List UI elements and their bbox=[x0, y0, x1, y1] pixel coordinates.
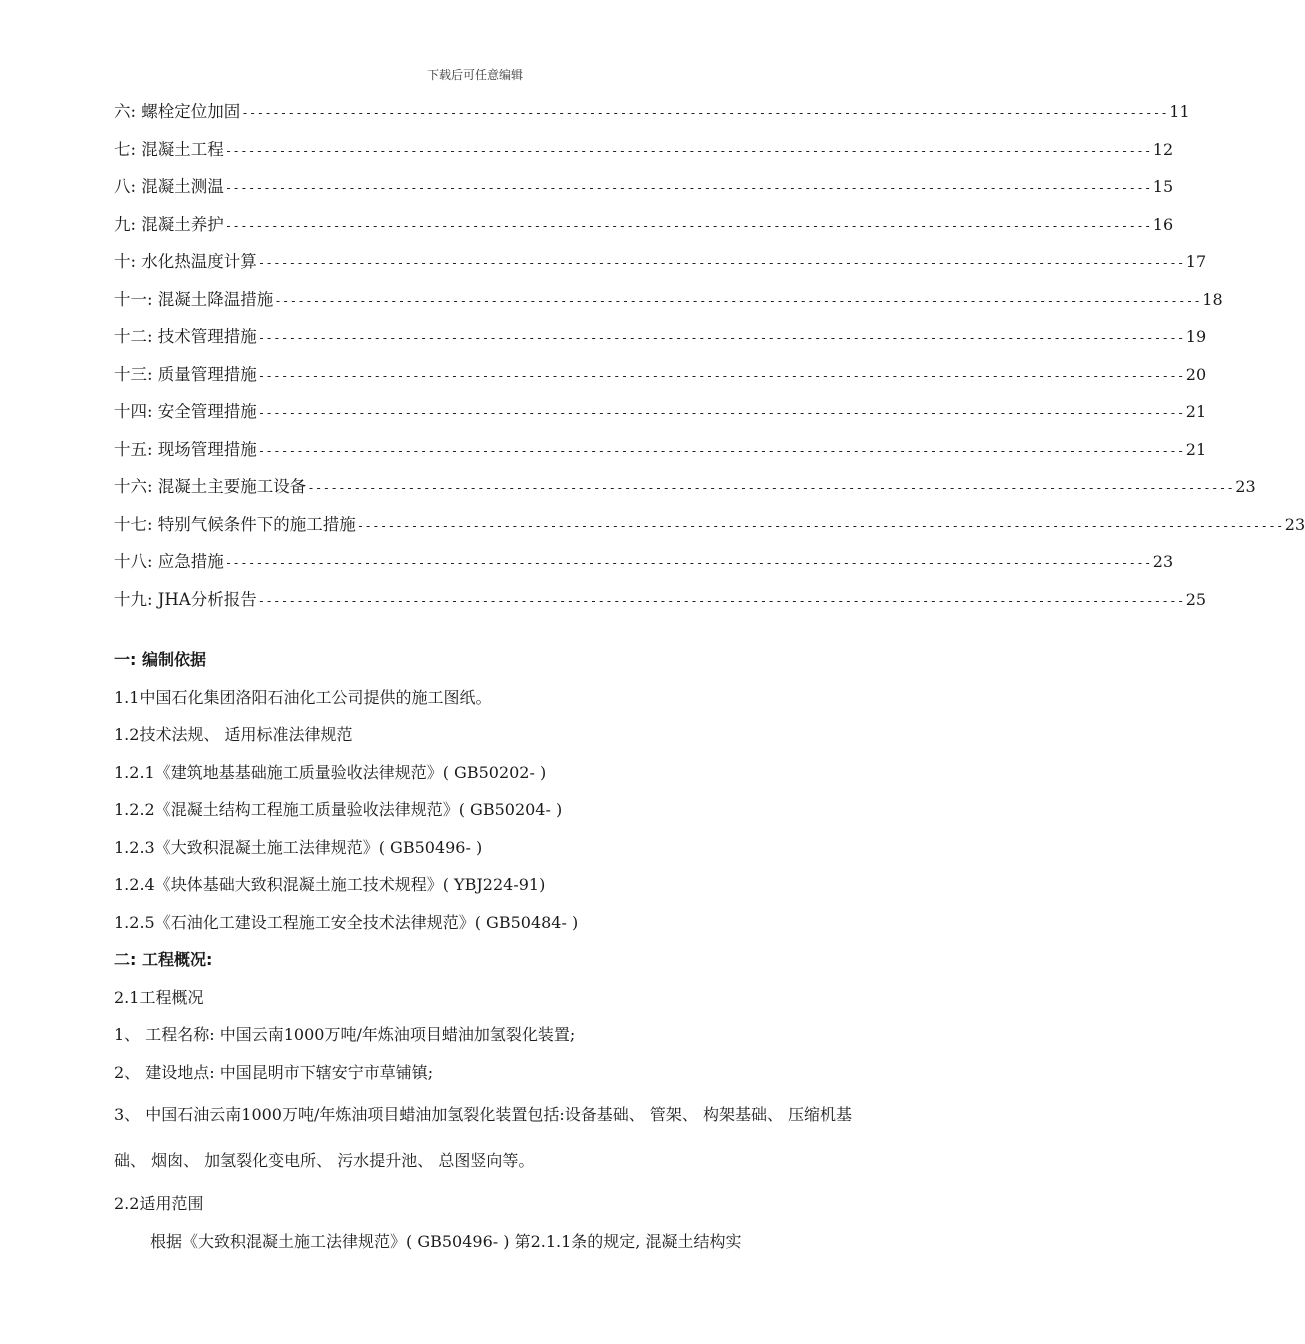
toc-entry-page: 17 bbox=[1185, 252, 1207, 271]
toc-entry[interactable] bbox=[114, 211, 1174, 249]
toc-entry-page: 11 bbox=[1169, 102, 1190, 121]
toc-entry-page: 18 bbox=[1202, 289, 1223, 309]
toc-entry-page: 20 bbox=[1185, 364, 1207, 384]
overview-item: 1、 工程名称: 中国云南1000万吨/年炼油项目蜡油加氢裂化装置; bbox=[114, 1025, 576, 1044]
toc-entry-label: 十四: 安全管理措施 bbox=[114, 402, 257, 421]
toc-entry-page: 19 bbox=[1185, 327, 1207, 346]
toc-entry-page: 21 bbox=[1185, 402, 1207, 421]
toc-entry[interactable] bbox=[114, 173, 1174, 211]
toc-entry-page: 21 bbox=[1185, 439, 1207, 459]
toc-entry-page: 25 bbox=[1185, 589, 1207, 609]
toc-entry[interactable] bbox=[114, 361, 1207, 399]
toc-dot-leader: ------------------------------------------------------------------------------------------------------------------------ bbox=[224, 556, 1152, 570]
basis-item: 1.2技术法规、 适用标准法律规范 bbox=[114, 725, 353, 744]
toc-entry-label: 八: 混凝土测温 bbox=[114, 177, 224, 196]
toc-entry-label: 十八: 应急措施 bbox=[114, 552, 224, 571]
toc-dot-leader: ------------------------------------------------------------------------------------------------------------------------ bbox=[257, 593, 1185, 608]
toc-dot-leader: ------------------------------------------------------------------------------------------------------------------------ bbox=[257, 368, 1185, 383]
toc-entry-page: 23 bbox=[1235, 477, 1256, 496]
basis-item: 1.2.4《块体基础大致积混凝土施工技术规程》( YBJ224-91) bbox=[114, 875, 546, 894]
basis-item: 1.2.2《混凝土结构工程施工质量验收法律规范》( GB50204- ) bbox=[114, 800, 563, 819]
toc-entry-page: 12 bbox=[1152, 139, 1174, 159]
toc-entry-label: 十三: 质量管理措施 bbox=[114, 364, 257, 384]
toc-entry-page: 23 bbox=[1284, 514, 1305, 534]
toc-entry[interactable] bbox=[114, 286, 1223, 324]
subsection-heading: 2.1工程概况 bbox=[114, 987, 204, 1007]
scope-paragraph: 根据《大致积混凝土施工法律规范》( GB50496- ) 第2.1.1条的规定, 混凝土结构实 bbox=[150, 1231, 742, 1251]
toc-entry-label: 十六: 混凝土主要施工设备 bbox=[114, 477, 307, 496]
toc-entry[interactable] bbox=[114, 323, 1207, 361]
toc-entry-label: 九: 混凝土养护 bbox=[114, 214, 224, 234]
toc-entry-label: 十七: 特别气候条件下的施工措施 bbox=[114, 514, 356, 534]
toc-entry-label: 十: 水化热温度计算 bbox=[114, 252, 257, 271]
document-body bbox=[114, 646, 884, 1265]
toc-entry[interactable] bbox=[114, 98, 1190, 136]
toc-dot-leader: ------------------------------------------------------------------------------------------------------------------------ bbox=[257, 331, 1185, 345]
toc-dot-leader: ------------------------------------------------------------------------------------------------------------------------ bbox=[257, 406, 1185, 420]
toc-entry[interactable] bbox=[114, 586, 1207, 624]
basis-item: 1.1中国石化集团洛阳石油化工公司提供的施工图纸。 bbox=[114, 687, 492, 707]
toc-dot-leader: ------------------------------------------------------------------------------------------------------------------------ bbox=[224, 181, 1152, 195]
table-of-contents bbox=[114, 98, 1305, 623]
toc-dot-leader: ------------------------------------------------------------------------------------------------------------------------ bbox=[356, 518, 1284, 533]
toc-entry-label: 六: 螺栓定位加固 bbox=[114, 102, 241, 121]
section-heading-overview: 二: 工程概况: bbox=[114, 950, 213, 969]
section-heading-basis: 一: 编制依据 bbox=[114, 650, 206, 669]
toc-entry-page: 15 bbox=[1152, 177, 1174, 196]
toc-entry-label: 十一: 混凝土降温措施 bbox=[114, 289, 274, 309]
toc-entry-label: 十二: 技术管理措施 bbox=[114, 327, 257, 346]
overview-item: 2、 建设地点: 中国昆明市下辖安宁市草铺镇; bbox=[114, 1062, 434, 1082]
toc-dot-leader: ------------------------------------------------------------------------------------------------------------------------ bbox=[307, 481, 1235, 495]
toc-entry[interactable] bbox=[114, 548, 1174, 586]
toc-entry[interactable] bbox=[114, 436, 1207, 474]
toc-dot-leader: ------------------------------------------------------------------------------------------------------------------------ bbox=[224, 143, 1152, 158]
toc-entry[interactable] bbox=[114, 398, 1207, 436]
toc-entry[interactable] bbox=[114, 473, 1256, 511]
overview-item: 3、 中国石油云南1000万吨/年炼油项目蜡油加氢裂化装置包括:设备基础、 管架、 构架基础、 压缩机基础、 烟囱、 加氢裂化变电所、 污水提升池、 总图竖向等。 bbox=[114, 1105, 853, 1170]
toc-entry[interactable] bbox=[114, 511, 1305, 549]
toc-entry-page: 23 bbox=[1152, 552, 1174, 571]
toc-entry-label: 十九: JHA分析报告 bbox=[114, 589, 257, 609]
toc-entry[interactable] bbox=[114, 136, 1174, 174]
page-header: 下载后可任意编辑 bbox=[426, 68, 523, 82]
toc-dot-leader: ------------------------------------------------------------------------------------------------------------------------ bbox=[224, 218, 1152, 233]
toc-dot-leader: ------------------------------------------------------------------------------------------------------------------------ bbox=[257, 443, 1185, 458]
toc-entry-label: 十五: 现场管理措施 bbox=[114, 439, 257, 459]
toc-dot-leader: ------------------------------------------------------------------------------------------------------------------------ bbox=[274, 293, 1202, 308]
basis-item: 1.2.5《石油化工建设工程施工安全技术法律规范》( GB50484- ) bbox=[114, 912, 579, 932]
toc-entry-page: 16 bbox=[1152, 214, 1174, 234]
basis-item: 1.2.1《建筑地基基础施工质量验收法律规范》( GB50202- ) bbox=[114, 762, 547, 782]
toc-entry[interactable] bbox=[114, 248, 1207, 286]
toc-dot-leader: ------------------------------------------------------------------------------------------------------------------------ bbox=[241, 106, 1169, 120]
subsection-heading: 2.2适用范围 bbox=[114, 1194, 204, 1213]
basis-item: 1.2.3《大致积混凝土施工法律规范》( GB50496- ) bbox=[114, 837, 483, 857]
toc-entry-label: 七: 混凝土工程 bbox=[114, 139, 224, 159]
toc-dot-leader: ------------------------------------------------------------------------------------------------------------------------ bbox=[257, 256, 1185, 270]
